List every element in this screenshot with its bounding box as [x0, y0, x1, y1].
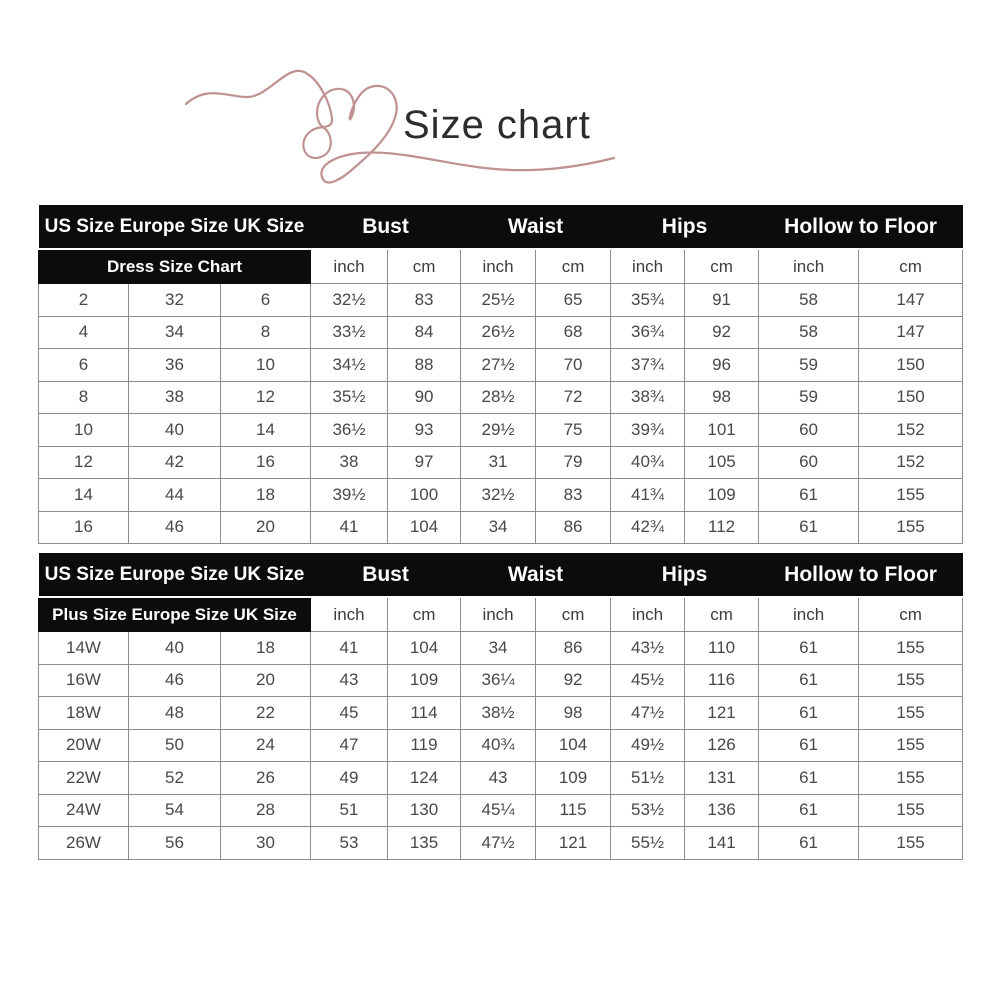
table-cell: 43½	[611, 632, 685, 665]
unit-header: cm	[685, 249, 759, 284]
table-row	[39, 349, 963, 382]
table-cell: 24W	[39, 794, 129, 827]
hollow-to-floor-header: Hollow to Floor	[759, 553, 963, 597]
table-cell: 75	[536, 414, 611, 447]
table-cell: 150	[859, 381, 963, 414]
table-cell: 48	[129, 697, 221, 730]
table-cell: 38	[129, 381, 221, 414]
table-cell: 22W	[39, 762, 129, 795]
table-cell: 36¾	[611, 316, 685, 349]
table-cell: 43	[311, 664, 388, 697]
table-cell: 53½	[611, 794, 685, 827]
table-cell: 58	[759, 316, 859, 349]
table-header-row	[39, 553, 963, 597]
table-cell: 6	[221, 284, 311, 317]
table-cell: 12	[221, 381, 311, 414]
table-cell: 35½	[311, 381, 388, 414]
unit-header: cm	[536, 597, 611, 632]
table-cell: 88	[388, 349, 461, 382]
table-row	[39, 316, 963, 349]
table-cell: 93	[388, 414, 461, 447]
table-cell: 16	[39, 511, 129, 544]
table-cell: 155	[859, 632, 963, 665]
heart-doodle-icon	[0, 0, 1000, 200]
table-cell: 61	[759, 511, 859, 544]
table-cell: 59	[759, 381, 859, 414]
unit-header: cm	[859, 249, 963, 284]
table-cell: 40¾	[461, 729, 536, 762]
unit-header: cm	[388, 249, 461, 284]
table-cell: 114	[388, 697, 461, 730]
table-cell: 33½	[311, 316, 388, 349]
plus-size-table-body	[39, 632, 963, 860]
table-row	[39, 762, 963, 795]
table-cell: 72	[536, 381, 611, 414]
table-cell: 101	[685, 414, 759, 447]
table-cell: 91	[685, 284, 759, 317]
table-cell: 90	[388, 381, 461, 414]
table-cell: 38¾	[611, 381, 685, 414]
unit-header: inch	[759, 597, 859, 632]
group-header-label: US Size Europe Size UK Size	[39, 553, 311, 597]
unit-header: inch	[611, 597, 685, 632]
table-cell: 104	[536, 729, 611, 762]
table-cell: 49	[311, 762, 388, 795]
table-subheader-row	[39, 597, 963, 632]
unit-header: inch	[461, 597, 536, 632]
table-cell: 130	[388, 794, 461, 827]
table-cell: 97	[388, 446, 461, 479]
table-cell: 49½	[611, 729, 685, 762]
table-cell: 16W	[39, 664, 129, 697]
table-cell: 98	[536, 697, 611, 730]
table-cell: 38	[311, 446, 388, 479]
table-cell: 150	[859, 349, 963, 382]
table-row	[39, 632, 963, 665]
unit-header: cm	[388, 597, 461, 632]
table-cell: 46	[129, 511, 221, 544]
table-cell: 18	[221, 479, 311, 512]
table-cell: 55½	[611, 827, 685, 860]
table-cell: 92	[536, 664, 611, 697]
bust-header: Bust	[311, 553, 461, 597]
unit-header: cm	[536, 249, 611, 284]
table-cell: 109	[536, 762, 611, 795]
table-cell: 86	[536, 632, 611, 665]
table-cell: 36½	[311, 414, 388, 447]
hips-header: Hips	[611, 553, 759, 597]
unit-header: inch	[311, 249, 388, 284]
table-cell: 98	[685, 381, 759, 414]
table-cell: 136	[685, 794, 759, 827]
table-cell: 46	[129, 664, 221, 697]
unit-header: cm	[859, 597, 963, 632]
page-header	[0, 0, 1000, 200]
table-cell: 18	[221, 632, 311, 665]
table-row	[39, 479, 963, 512]
table-cell: 86	[536, 511, 611, 544]
table-cell: 34	[461, 511, 536, 544]
table-cell: 26	[221, 762, 311, 795]
table-cell: 61	[759, 664, 859, 697]
subheader-label: Dress Size Chart	[39, 249, 311, 284]
table-cell: 155	[859, 794, 963, 827]
table-cell: 96	[685, 349, 759, 382]
table-cell: 135	[388, 827, 461, 860]
table-cell: 27½	[461, 349, 536, 382]
group-header-label: US Size Europe Size UK Size	[39, 205, 311, 249]
table-cell: 47	[311, 729, 388, 762]
unit-header: inch	[611, 249, 685, 284]
table-cell: 24	[221, 729, 311, 762]
table-row	[39, 414, 963, 447]
table-cell: 155	[859, 827, 963, 860]
plus-size-table	[38, 553, 963, 860]
unit-header: cm	[685, 597, 759, 632]
table-cell: 26½	[461, 316, 536, 349]
table-cell: 155	[859, 664, 963, 697]
table-cell: 152	[859, 414, 963, 447]
table-cell: 119	[388, 729, 461, 762]
table-cell: 104	[388, 632, 461, 665]
table-cell: 54	[129, 794, 221, 827]
table-cell: 28	[221, 794, 311, 827]
table-cell: 121	[685, 697, 759, 730]
table-cell: 52	[129, 762, 221, 795]
table-cell: 40	[129, 414, 221, 447]
table-cell: 16	[221, 446, 311, 479]
table-cell: 155	[859, 729, 963, 762]
table-cell: 61	[759, 827, 859, 860]
table-row	[39, 511, 963, 544]
table-cell: 61	[759, 632, 859, 665]
table-cell: 35¾	[611, 284, 685, 317]
table-row	[39, 729, 963, 762]
waist-header: Waist	[461, 553, 611, 597]
table-cell: 20	[221, 664, 311, 697]
table-cell: 22	[221, 697, 311, 730]
table-cell: 126	[685, 729, 759, 762]
table-cell: 32	[129, 284, 221, 317]
table-cell: 152	[859, 446, 963, 479]
table-cell: 12	[39, 446, 129, 479]
table-cell: 14	[221, 414, 311, 447]
table-cell: 112	[685, 511, 759, 544]
table-row	[39, 827, 963, 860]
dress-size-table	[38, 205, 963, 544]
table-cell: 34	[129, 316, 221, 349]
table-subheader-row	[39, 249, 963, 284]
table-cell: 36	[129, 349, 221, 382]
table-cell: 109	[685, 479, 759, 512]
table-cell: 41	[311, 511, 388, 544]
table-cell: 147	[859, 316, 963, 349]
table-cell: 25½	[461, 284, 536, 317]
table-cell: 45½	[611, 664, 685, 697]
table-cell: 100	[388, 479, 461, 512]
table-cell: 41¾	[611, 479, 685, 512]
table-row	[39, 381, 963, 414]
table-cell: 20	[221, 511, 311, 544]
table-cell: 37¾	[611, 349, 685, 382]
table-cell: 60	[759, 414, 859, 447]
table-row	[39, 284, 963, 317]
table-cell: 6	[39, 349, 129, 382]
subheader-label: Plus Size Europe Size UK Size	[39, 597, 311, 632]
table-cell: 116	[685, 664, 759, 697]
unit-header: inch	[461, 249, 536, 284]
table-row	[39, 446, 963, 479]
table-cell: 8	[39, 381, 129, 414]
table-cell: 2	[39, 284, 129, 317]
table-cell: 61	[759, 697, 859, 730]
table-cell: 56	[129, 827, 221, 860]
table-cell: 45¼	[461, 794, 536, 827]
table-cell: 39¾	[611, 414, 685, 447]
table-cell: 51½	[611, 762, 685, 795]
table-cell: 31	[461, 446, 536, 479]
table-cell: 147	[859, 284, 963, 317]
table-cell: 110	[685, 632, 759, 665]
table-cell: 30	[221, 827, 311, 860]
table-cell: 44	[129, 479, 221, 512]
table-cell: 26W	[39, 827, 129, 860]
table-cell: 124	[388, 762, 461, 795]
table-cell: 59	[759, 349, 859, 382]
table-row	[39, 794, 963, 827]
table-cell: 131	[685, 762, 759, 795]
table-cell: 36¼	[461, 664, 536, 697]
table-cell: 83	[536, 479, 611, 512]
table-cell: 70	[536, 349, 611, 382]
table-cell: 45	[311, 697, 388, 730]
table-cell: 34½	[311, 349, 388, 382]
table-cell: 47½	[461, 827, 536, 860]
dress-size-table-body	[39, 284, 963, 544]
table-cell: 40	[129, 632, 221, 665]
table-cell: 14W	[39, 632, 129, 665]
table-cell: 40¾	[611, 446, 685, 479]
table-cell: 18W	[39, 697, 129, 730]
table-cell: 42	[129, 446, 221, 479]
table-cell: 51	[311, 794, 388, 827]
table-cell: 47½	[611, 697, 685, 730]
table-cell: 41	[311, 632, 388, 665]
table-cell: 68	[536, 316, 611, 349]
table-cell: 39½	[311, 479, 388, 512]
table-cell: 50	[129, 729, 221, 762]
hollow-to-floor-header: Hollow to Floor	[759, 205, 963, 249]
table-cell: 141	[685, 827, 759, 860]
table-cell: 8	[221, 316, 311, 349]
table-cell: 61	[759, 794, 859, 827]
table-cell: 84	[388, 316, 461, 349]
table-cell: 155	[859, 762, 963, 795]
table-cell: 115	[536, 794, 611, 827]
table-cell: 34	[461, 632, 536, 665]
table-cell: 79	[536, 446, 611, 479]
table-cell: 121	[536, 827, 611, 860]
table-cell: 60	[759, 446, 859, 479]
table-cell: 29½	[461, 414, 536, 447]
hips-header: Hips	[611, 205, 759, 249]
table-cell: 38½	[461, 697, 536, 730]
unit-header: inch	[311, 597, 388, 632]
table-cell: 43	[461, 762, 536, 795]
table-cell: 92	[685, 316, 759, 349]
table-cell: 53	[311, 827, 388, 860]
bust-header: Bust	[311, 205, 461, 249]
table-cell: 4	[39, 316, 129, 349]
table-cell: 65	[536, 284, 611, 317]
table-cell: 10	[221, 349, 311, 382]
table-row	[39, 664, 963, 697]
table-cell: 20W	[39, 729, 129, 762]
table-cell: 32½	[311, 284, 388, 317]
table-cell: 28½	[461, 381, 536, 414]
table-cell: 83	[388, 284, 461, 317]
table-cell: 61	[759, 479, 859, 512]
page-title: Size chart	[403, 103, 591, 147]
table-header-row	[39, 205, 963, 249]
table-cell: 58	[759, 284, 859, 317]
table-cell: 155	[859, 511, 963, 544]
table-cell: 32½	[461, 479, 536, 512]
table-row	[39, 697, 963, 730]
table-cell: 155	[859, 697, 963, 730]
table-cell: 10	[39, 414, 129, 447]
table-cell: 155	[859, 479, 963, 512]
table-cell: 14	[39, 479, 129, 512]
table-cell: 61	[759, 762, 859, 795]
table-cell: 109	[388, 664, 461, 697]
unit-header: inch	[759, 249, 859, 284]
table-cell: 104	[388, 511, 461, 544]
waist-header: Waist	[461, 205, 611, 249]
table-cell: 61	[759, 729, 859, 762]
table-cell: 42¾	[611, 511, 685, 544]
table-cell: 105	[685, 446, 759, 479]
